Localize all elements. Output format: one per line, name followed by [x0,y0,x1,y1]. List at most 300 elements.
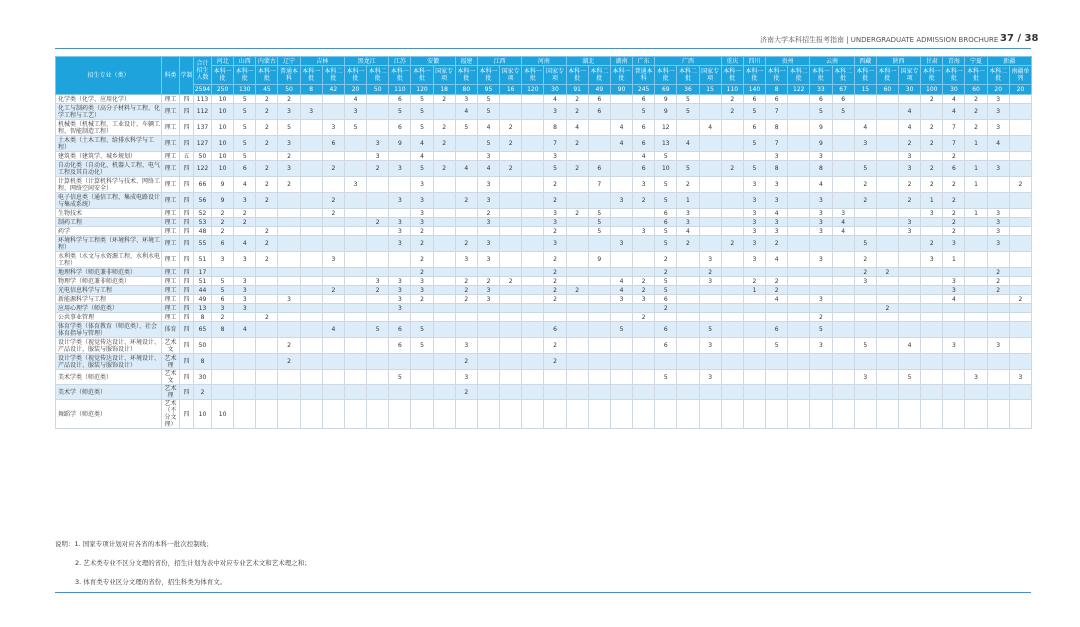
quota-cell [899,236,921,252]
quota-cell [677,354,699,370]
quota-cell: 2 [544,338,566,354]
quota-cell: 3 [455,95,477,104]
quota-cell [344,295,366,304]
quota-cell: 5 [344,120,366,136]
quota-cell: 5 [610,322,632,338]
quota-cell [367,227,389,236]
quota-cell [367,313,389,322]
batch-header: 本科一批 [344,66,366,85]
quota-cell [522,136,544,152]
note-lead: 说明：1. 国家专项计划对应各省的本科一批次控制线； [55,540,213,548]
quota-cell: 5 [411,161,433,177]
quota-cell [500,227,522,236]
total-cell: 13 [194,304,212,313]
quota-cell [876,295,898,304]
quota-cell: 3 [411,209,433,218]
quota-cell: 2 [566,161,588,177]
quota-cell: 2 [854,252,876,268]
quota-cell [1009,218,1031,227]
quota-cell: 5 [633,104,655,120]
quota-cell: 3 [943,338,965,354]
quota-cell [300,370,322,385]
quota-cell: 3 [544,152,566,161]
quota-cell [633,268,655,277]
quota-cell [721,304,743,313]
quota-cell: 8 [212,322,234,338]
quota-cell: 3 [234,193,256,209]
table-row [56,120,1032,136]
quota-cell [455,322,477,338]
total-cell: 2 [194,385,212,400]
quota-cell: 6 [655,338,677,354]
quota-cell [766,268,788,277]
province-total-cell: 36 [677,85,699,95]
quota-cell [699,227,721,236]
quota-cell [300,161,322,177]
quota-cell: 3 [987,218,1009,227]
quota-cell [1009,95,1031,104]
quota-cell: 2 [766,236,788,252]
quota-cell [610,95,632,104]
quota-cell [566,277,588,286]
quota-cell [699,136,721,152]
quota-cell [943,370,965,385]
quota-cell [455,152,477,161]
quota-cell [433,338,455,354]
quota-cell: 8 [544,120,566,136]
quota-cell: 3 [810,152,832,161]
quota-cell [832,120,854,136]
quota-cell: 6 [655,209,677,218]
quota-cell [367,370,389,385]
quota-cell: 2 [655,252,677,268]
quota-cell [433,400,455,429]
quota-cell: 3 [477,152,499,161]
quota-cell: 2 [766,277,788,286]
quota-cell [522,338,544,354]
quota-cell: 2 [943,218,965,227]
quota-cell: 3 [367,152,389,161]
quota-cell: 3 [477,295,499,304]
quota-cell: 3 [766,152,788,161]
quota-cell: 5 [411,120,433,136]
quota-cell [965,227,987,236]
quota-cell: 5 [212,277,234,286]
quota-cell: 3 [610,236,632,252]
quota-cell [699,385,721,400]
quota-cell: 6 [633,161,655,177]
quota-cell [810,385,832,400]
quota-cell [1009,136,1031,152]
duration-cell: 四 [180,227,194,236]
quota-cell: 2 [699,268,721,277]
quota-cell [832,295,854,304]
quota-cell [965,322,987,338]
quota-cell [788,277,810,286]
quota-cell [1009,152,1031,161]
quota-cell [278,277,300,286]
table-row [56,400,1032,429]
quota-cell: 3 [455,370,477,385]
quota-cell [921,322,943,338]
table-row [56,385,1032,400]
quota-cell: 6 [389,322,411,338]
quota-cell [322,295,344,304]
quota-cell [344,277,366,286]
province-total-cell: 140 [743,85,765,95]
quota-cell [500,268,522,277]
table-row [56,104,1032,120]
quota-cell [256,338,278,354]
quota-cell: 5 [810,104,832,120]
quota-cell [876,218,898,227]
province-total-cell: 15 [699,85,721,95]
quota-cell [899,295,921,304]
quota-cell [344,370,366,385]
quota-cell: 3 [477,193,499,209]
total-cell: 55 [194,236,212,252]
table-row [56,227,1032,236]
quota-cell: 5 [743,161,765,177]
quota-cell: 3 [854,277,876,286]
quota-cell [588,295,610,304]
quota-cell [677,370,699,385]
quota-cell [522,295,544,304]
batch-header: 国家专项 [544,66,566,85]
total-cell: 17 [194,268,212,277]
quota-cell: 2 [987,268,1009,277]
batch-header: 本科二批 [588,66,610,85]
quota-cell [921,354,943,370]
quota-cell: 3 [477,218,499,227]
quota-cell [344,252,366,268]
quota-cell [1009,161,1031,177]
province-header: 安徽 [411,57,455,66]
quota-cell [344,161,366,177]
batch-header: 本科一批 [610,66,632,85]
quota-cell [721,227,743,236]
quota-cell [344,385,366,400]
quota-cell [389,354,411,370]
quota-cell: 5 [810,322,832,338]
quota-cell: 5 [766,338,788,354]
major-cell: 土木类（土木工程、给排水科学与工程） [56,136,162,152]
quota-cell: 2 [677,236,699,252]
quota-cell [743,304,765,313]
duration-cell: 四 [180,95,194,104]
quota-cell [212,268,234,277]
total-cell: 10 [194,400,212,429]
quota-cell [500,295,522,304]
quota-cell: 2 [455,385,477,400]
quota-cell [500,313,522,322]
quota-cell [411,354,433,370]
quota-cell [943,268,965,277]
quota-cell: 2 [987,286,1009,295]
quota-cell [633,209,655,218]
province-header: 重庆 [721,57,743,66]
quota-cell [500,152,522,161]
quota-cell [322,227,344,236]
quota-cell: 5 [655,177,677,193]
quota-cell [322,95,344,104]
quota-cell [566,370,588,385]
province-total-cell: 50 [278,85,300,95]
quota-cell [677,120,699,136]
quota-cell [566,313,588,322]
major-cell: 舞蹈学（师范类） [56,400,162,429]
quota-cell [633,370,655,385]
quota-cell: 3 [987,338,1009,354]
quota-cell: 2 [477,209,499,218]
quota-cell: 2 [455,193,477,209]
quota-cell [300,252,322,268]
province-total-cell: 60 [876,85,898,95]
quota-cell [854,295,876,304]
table-row [56,286,1032,295]
quota-cell: 2 [544,354,566,370]
quota-cell: 2 [921,177,943,193]
quota-cell [788,354,810,370]
quota-cell [278,193,300,209]
quota-cell [322,400,344,429]
table-row [56,252,1032,268]
quota-cell: 2 [655,304,677,313]
quota-cell: 2 [212,313,234,322]
quota-cell: 9 [212,193,234,209]
quota-cell [721,313,743,322]
quota-cell: 9 [810,136,832,152]
quota-cell [876,313,898,322]
quota-cell [921,277,943,286]
quota-cell [943,322,965,338]
major-cell: 新能源科学与工程 [56,295,162,304]
quota-cell: 6 [766,95,788,104]
quota-cell: 7 [943,120,965,136]
quota-cell [721,385,743,400]
province-total-cell: 45 [256,85,278,95]
table-row [56,313,1032,322]
quota-cell [588,268,610,277]
batch-header: 普通本科 [633,66,655,85]
quota-cell [965,400,987,429]
category-cell: 理工 [162,252,180,268]
duration-cell: 四 [180,277,194,286]
quota-cell: 10 [212,95,234,104]
quota-cell: 2 [411,236,433,252]
quota-cell: 3 [743,218,765,227]
province-total-cell: 30 [544,85,566,95]
quota-cell [300,400,322,429]
category-cell: 理工 [162,268,180,277]
batch-header: 本科一批 [300,66,322,85]
quota-cell [832,236,854,252]
quota-cell: 2 [500,277,522,286]
quota-cell: 2 [677,177,699,193]
note-item: 3. 体育类专业区分文理的省份，招生科类为体育文。 [75,578,227,586]
quota-cell [832,277,854,286]
quota-cell [921,385,943,400]
quota-cell [566,252,588,268]
column-header-major: 招生专业（类） [56,57,162,95]
quota-cell [344,313,366,322]
quota-cell: 6 [633,120,655,136]
quota-cell: 2 [256,136,278,152]
quota-cell [743,322,765,338]
quota-cell: 3 [544,104,566,120]
quota-cell: 3 [544,218,566,227]
quota-cell [300,209,322,218]
major-cell: 水利类（水文与水资源工程、水利水电工程） [56,252,162,268]
table-row [56,161,1032,177]
quota-cell: 9 [212,177,234,193]
province-total-cell: 33 [810,85,832,95]
quota-cell [344,286,366,295]
quota-cell [876,120,898,136]
quota-cell [721,400,743,429]
category-cell: 理工 [162,227,180,236]
total-cell: 51 [194,277,212,286]
table-row [56,193,1032,209]
quota-cell: 2 [455,277,477,286]
quota-cell: 6 [655,218,677,227]
quota-cell [832,354,854,370]
quota-cell [921,218,943,227]
quota-cell [633,354,655,370]
quota-cell [677,268,699,277]
quota-cell: 6 [322,136,344,152]
quota-cell [544,400,566,429]
quota-cell [389,252,411,268]
quota-cell: 6 [743,95,765,104]
quota-cell [1009,354,1031,370]
province-header: 福建 [455,57,477,66]
quota-cell [278,385,300,400]
total-cell: 50 [194,338,212,354]
quota-cell [1009,286,1031,295]
quota-cell: 3 [987,161,1009,177]
quota-cell [854,304,876,313]
quota-cell [300,218,322,227]
quota-cell: 2 [256,177,278,193]
quota-cell [278,313,300,322]
quota-cell: 2 [943,193,965,209]
quota-cell [588,120,610,136]
table-row [56,338,1032,354]
quota-cell: 5 [588,209,610,218]
quota-cell [1009,209,1031,218]
quota-cell: 5 [278,120,300,136]
quota-cell: 2 [322,193,344,209]
quota-cell: 5 [544,161,566,177]
quota-cell: 5 [899,370,921,385]
quota-cell: 4 [566,120,588,136]
quota-cell [721,370,743,385]
quota-cell [278,268,300,277]
quota-cell [788,227,810,236]
quota-cell [477,370,499,385]
batch-header: 本科一批 [455,66,477,85]
major-cell: 生物技术 [56,209,162,218]
quota-cell: 12 [655,120,677,136]
quota-cell: 4 [455,161,477,177]
quota-cell [367,193,389,209]
quota-cell [721,322,743,338]
quota-cell [965,385,987,400]
quota-cell: 3 [854,136,876,152]
quota-cell [522,177,544,193]
table-row [56,218,1032,227]
quota-cell [500,385,522,400]
quota-cell [921,370,943,385]
quota-cell [566,218,588,227]
quota-cell [411,313,433,322]
quota-cell: 6 [655,322,677,338]
quota-cell: 3 [389,277,411,286]
major-cell: 电子信息类（通信工程、集成电路设计与集成系统） [56,193,162,209]
quota-cell [943,385,965,400]
quota-cell: 9 [389,136,411,152]
quota-cell [921,313,943,322]
quota-cell: 2 [655,268,677,277]
duration-cell: 四 [180,236,194,252]
quota-cell [610,152,632,161]
quota-cell: 3 [766,227,788,236]
quota-cell: 2 [943,209,965,218]
quota-cell [743,400,765,429]
batch-header: 本科一批 [411,66,433,85]
quota-cell [721,277,743,286]
quota-cell: 1 [965,177,987,193]
quota-cell [433,286,455,295]
quota-cell [788,268,810,277]
quota-cell [367,236,389,252]
quota-cell: 3 [987,120,1009,136]
column-header-duration: 学制 [180,57,194,95]
quota-cell: 6 [766,322,788,338]
header-divider [55,48,1031,49]
quota-cell: 9 [655,104,677,120]
quota-cell [566,268,588,277]
quota-cell [699,313,721,322]
quota-cell [610,177,632,193]
major-cell: 计算机类（计算机科学与技术、网络工程、网络空间安全） [56,177,162,193]
province-header: 陕西 [876,57,920,66]
quota-cell [256,277,278,286]
quota-cell [721,295,743,304]
quota-cell: 13 [655,136,677,152]
quota-cell [500,236,522,252]
quota-cell [854,400,876,429]
quota-cell: 2 [256,161,278,177]
quota-cell: 4 [234,322,256,338]
duration-cell: 四 [180,313,194,322]
quota-cell: 1 [965,136,987,152]
quota-cell: 3 [278,161,300,177]
duration-cell: 四 [180,400,194,429]
quota-cell: 4 [411,152,433,161]
quota-cell [921,227,943,236]
quota-cell: 3 [810,209,832,218]
quota-cell: 5 [477,136,499,152]
quota-cell: 6 [234,161,256,177]
quota-cell [344,236,366,252]
quota-cell: 3 [344,104,366,120]
quota-cell [433,268,455,277]
quota-cell: 4 [832,227,854,236]
table-row [56,304,1032,313]
quota-cell [876,193,898,209]
